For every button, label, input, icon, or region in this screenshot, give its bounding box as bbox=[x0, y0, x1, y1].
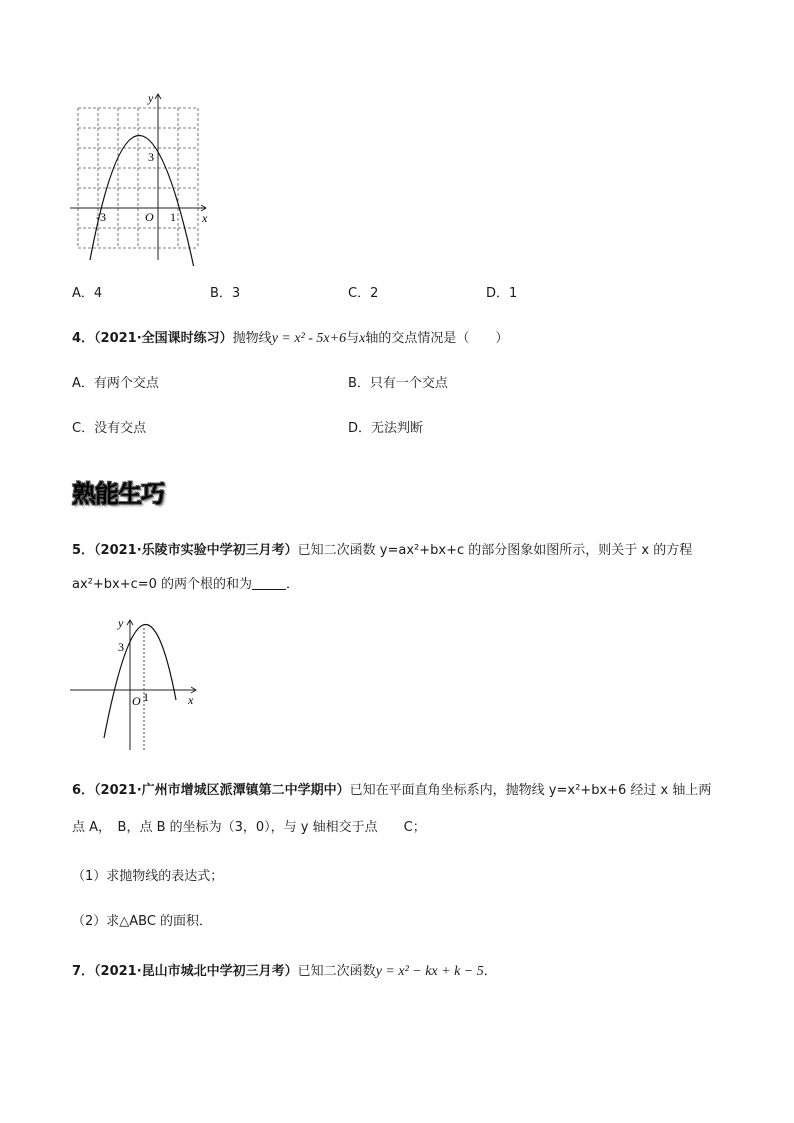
q4-option-a: A．有两个交点 bbox=[72, 376, 159, 391]
q4-text-mid: 与 bbox=[346, 331, 360, 346]
q7-source: （2021·昆山市城北中学初三月考） bbox=[94, 964, 298, 979]
q4-text-after: 轴的交点情况是（ ） bbox=[365, 331, 509, 346]
q7-end: ． bbox=[483, 964, 497, 979]
q4-option-b: B．只有一个交点 bbox=[348, 376, 448, 391]
q5-line-1 bbox=[72, 541, 692, 561]
q6-sub-1: （1）求抛物线的表达式； bbox=[72, 869, 224, 884]
tick-label-1: 1 bbox=[143, 690, 149, 704]
q4-option-d: D．无法判断 bbox=[348, 421, 424, 436]
q7-number: 7． bbox=[72, 964, 95, 979]
q4-stem bbox=[72, 329, 508, 349]
q6-line-1 bbox=[72, 781, 711, 801]
q4-var-x: x bbox=[359, 331, 366, 346]
q5-end: ． bbox=[286, 577, 300, 592]
q5-number: 5． bbox=[72, 543, 95, 558]
q5-text-1: 已知二次函数 y=ax²+bx+c 的部分图象如图所示，则关于 x 的方程 bbox=[297, 543, 693, 558]
axis-label-x: x bbox=[202, 211, 208, 225]
q5-answer-blank bbox=[252, 575, 286, 590]
origin-label: O bbox=[132, 694, 141, 708]
tick-label-neg3: -3 bbox=[96, 210, 106, 224]
q7-text: 已知二次函数 bbox=[297, 964, 376, 979]
q4-source: （2021·全国课时练习） bbox=[94, 331, 233, 346]
q3-option-b: B．3 bbox=[210, 286, 241, 301]
axis-label-y: y bbox=[148, 91, 154, 105]
axis-label-y: y bbox=[118, 616, 124, 630]
axes bbox=[70, 620, 196, 750]
figure-parabola-grid bbox=[60, 88, 220, 266]
tick-label-1: 1 bbox=[170, 210, 176, 224]
q5-text-2: ax²+bx+c=0 的两个根的和为 bbox=[72, 577, 253, 592]
q4-number: 4． bbox=[72, 331, 95, 346]
q6-number: 6． bbox=[72, 783, 95, 798]
q5-source: （2021·乐陵市实验中学初三月考） bbox=[94, 543, 298, 558]
parabola-curve bbox=[104, 625, 176, 738]
figure-parabola-partial bbox=[64, 612, 204, 752]
q4-option-c: C．没有交点 bbox=[72, 421, 147, 436]
dashed-grid bbox=[78, 108, 198, 248]
q3-option-a: A．4 bbox=[72, 286, 103, 301]
q6-line-2: 点 A， B，点 B 的坐标为（3，0），与 y 轴相交于点 C； bbox=[72, 820, 426, 835]
q6-source: （2021·广州市增城区派潭镇第二中学期中） bbox=[94, 783, 350, 798]
q6-sub-2: （2）求△ABC 的面积． bbox=[72, 914, 213, 929]
tick-label-3: 3 bbox=[118, 640, 124, 654]
q6-text-1: 已知在平面直角坐标系内，抛物线 y=x²+bx+6 经过 x 轴上两 bbox=[349, 783, 712, 798]
q3-option-c: C．2 bbox=[348, 286, 379, 301]
q4-text-before: 抛物线 bbox=[232, 331, 272, 346]
origin-label: O bbox=[145, 210, 154, 224]
q3-option-d: D．1 bbox=[486, 286, 518, 301]
tick-label-3: 3 bbox=[148, 150, 154, 164]
q5-line-2 bbox=[72, 575, 299, 595]
axis-label-x: x bbox=[188, 693, 194, 707]
q7-stem bbox=[72, 962, 497, 982]
section-title: 熟能生巧 bbox=[72, 480, 164, 508]
q4-expression: y = x² - 5x+6 bbox=[271, 331, 347, 346]
q7-expression: y = x² − kx + k − 5 bbox=[375, 964, 484, 979]
